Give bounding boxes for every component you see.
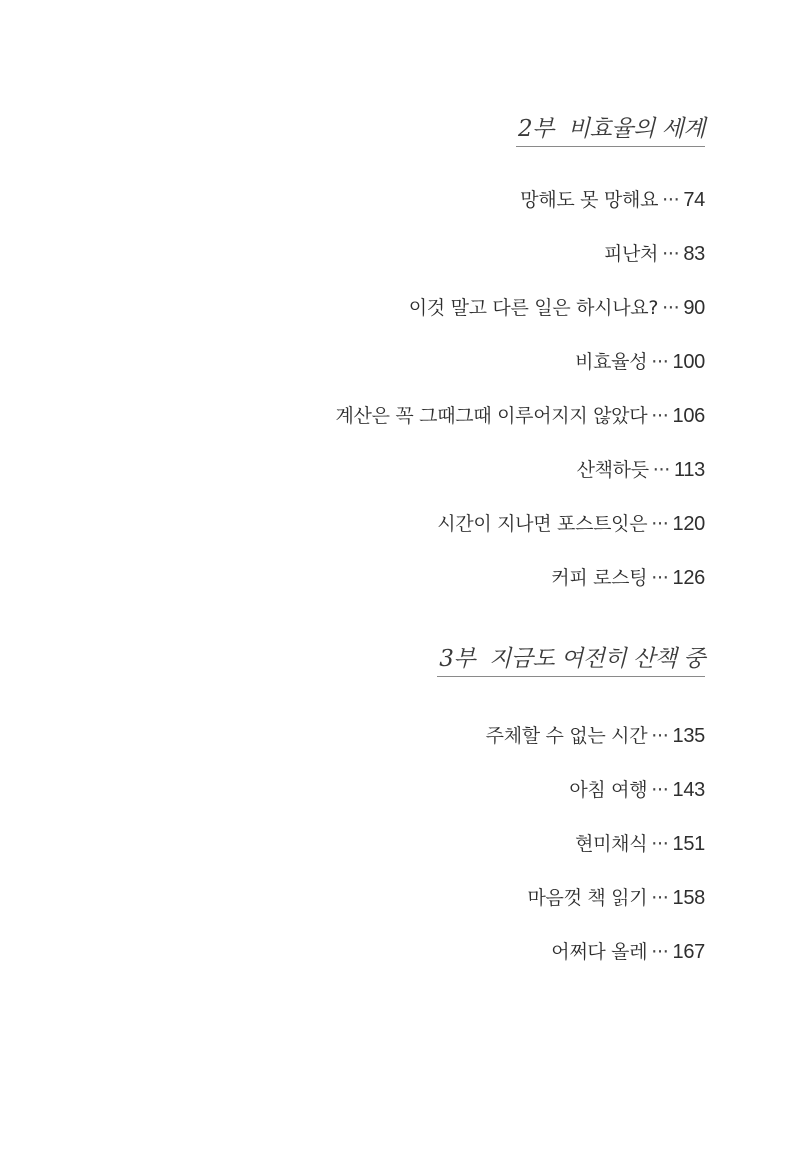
page-number: 100 [672,351,705,373]
toc-entry[interactable] [105,884,705,938]
leader-dots: ··· [662,243,680,265]
entry-title: 피난처 [603,243,659,265]
part-title: 지금도 여전히 산책 중 [489,646,705,672]
toc-entry[interactable] [105,186,705,240]
toc-entry[interactable] [105,938,705,992]
entry-title: 현미채식 [575,833,648,855]
page-number: 90 [683,297,705,319]
entry-title: 어쩌다 올레 [551,941,648,963]
leader-dots: ··· [651,887,669,909]
entry-title: 마음껏 책 읽기 [527,887,648,909]
entry-title: 커피 로스팅 [551,567,648,589]
page-number: 126 [672,567,705,589]
page-number: 151 [672,833,705,855]
leader-dots: ··· [651,779,669,801]
entry-title: 시간이 지나면 포스트잇은 [437,513,648,535]
toc-entry[interactable] [105,240,705,294]
part-heading [516,110,705,147]
leader-dots: ··· [651,513,669,535]
leader-dots: ··· [651,833,669,855]
page-number: 83 [683,243,705,265]
page-number: 143 [672,779,705,801]
toc-entry[interactable] [105,722,705,776]
entry-title: 비효율성 [575,351,648,373]
entry-title: 망해도 못 망해요 [520,189,659,211]
part-heading-row [105,110,705,150]
table-of-contents [105,0,705,992]
leader-dots: ··· [662,297,680,319]
part-number: 3부 [439,646,476,672]
leader-dots: ··· [651,351,669,373]
toc-entry[interactable] [105,830,705,884]
page-number: 135 [672,725,705,747]
leader-dots: ··· [662,189,680,211]
page-number: 106 [672,405,705,427]
leader-dots: ··· [652,459,670,481]
page-number: 113 [674,459,705,481]
toc-entry[interactable] [105,348,705,402]
toc-entry[interactable] [105,402,705,456]
toc-entry[interactable] [105,510,705,564]
toc-entry[interactable] [105,776,705,830]
entry-title: 계산은 꼭 그때그때 이루어지지 않았다 [335,405,648,427]
entry-title: 주체할 수 없는 시간 [485,725,648,747]
part-section-3 [105,618,705,992]
toc-entry[interactable] [105,294,705,348]
entry-title: 이것 말고 다른 일은 하시나요? [408,297,659,319]
part-heading [437,640,705,677]
part-number: 2부 [518,116,554,142]
toc-entry[interactable] [105,456,705,510]
page-number: 74 [683,189,705,211]
leader-dots: ··· [651,941,669,963]
part-heading-row [105,640,705,680]
leader-dots: ··· [651,405,669,427]
part-title: 비효율의 세계 [567,116,705,142]
page-number: 158 [672,887,705,909]
leader-dots: ··· [651,567,669,589]
page-number: 167 [672,941,705,963]
entry-title: 아침 여행 [569,779,648,801]
page-number: 120 [672,513,705,535]
part-section-2 [105,0,705,618]
entry-title: 산책하듯 [576,459,649,481]
leader-dots: ··· [651,725,669,747]
toc-entry[interactable] [105,564,705,618]
